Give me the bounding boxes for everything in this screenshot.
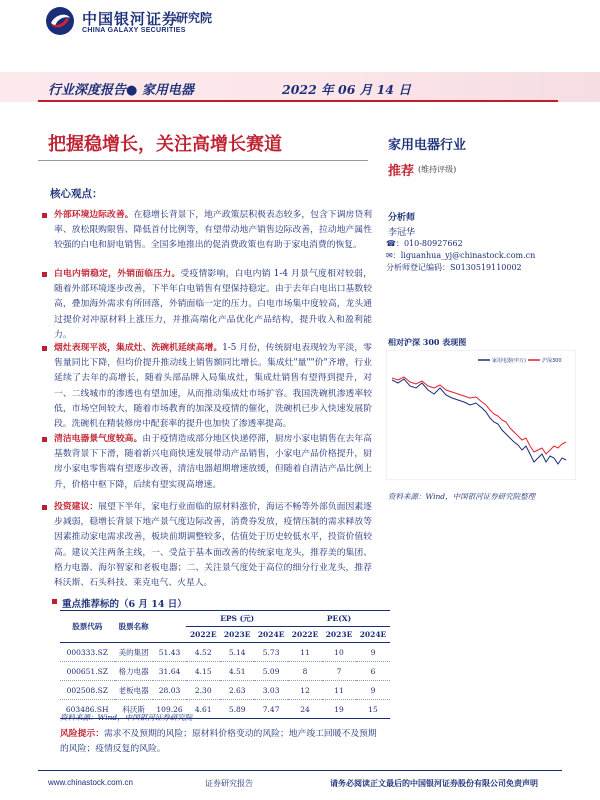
cell-name: 格力电器 — [115, 662, 153, 681]
brand-institute: 研究院 — [176, 11, 213, 25]
table-source: 资料来源：Wind，中国银河证券研究院 — [60, 713, 193, 722]
header-year: 2022E — [186, 627, 220, 643]
paragraph-2 — [54, 267, 372, 343]
header-band-rule — [38, 100, 558, 102]
paragraph-text: 展望下半年，家电行业面临的原材料涨价，海运不畅等外部负面因素逐步减弱，稳增长背景下地产景气度边际改善，消费券发放，疫情压制的需求释放等因素推动家电需求改善，板块前期调整较多，估值处于历史较低水平，投资价值较高。建议关注两条主线，一、受益于基本面改善的传统家电龙头，推荐美的集团、格力电器、海尔智家和老板电器；二、关注景气度处于高位的细分行业龙头，推荐科沃斯、石头科技、莱克电气、火星人。 — [54, 502, 372, 589]
rating-note: (维持评级) — [418, 165, 457, 174]
cell-price: 28.03 — [153, 681, 187, 700]
paragraph-lead: 白电内销稳定，外销面临压力。 — [54, 269, 181, 279]
report-date: 2022 年 06 月 14 日 — [282, 82, 411, 97]
header-name: 股票名称 — [115, 611, 153, 643]
chart-source: 资料来源：Wind，中国银河证券研究院整理 — [388, 492, 536, 501]
report-type: 行业深度报告● 家用电器 — [48, 83, 194, 98]
bullet — [42, 213, 47, 218]
header-eps: EPS (元) — [186, 611, 288, 627]
cell-value: 10 — [322, 643, 356, 662]
cell-value: 11 — [322, 681, 356, 700]
legend-label-appliance: 家用电器(申万) — [492, 358, 526, 364]
header-year: 2024E — [254, 627, 288, 643]
cell-value: 3.03 — [254, 681, 288, 700]
cell-value: 5.73 — [254, 643, 288, 662]
cell-value: 4.52 — [186, 643, 220, 662]
cell-value: 7.47 — [254, 700, 288, 719]
bullet — [42, 505, 47, 510]
cell-name: 科沃斯 — [115, 700, 153, 719]
paragraph-1 — [54, 208, 372, 254]
bullet — [42, 346, 47, 351]
analyst-label: 分析师 — [388, 213, 416, 223]
rating: 推荐 — [388, 164, 415, 179]
cell-name: 老板电器 — [115, 681, 153, 700]
stock-table — [60, 610, 390, 719]
cell-value: 4.15 — [186, 662, 220, 681]
paragraph-text: 在稳增长背景下，地产政策层积极表态较多，包含下调房贷利率、放松限购限售、降低首付比例等，有望带动地产销售边际改善，拉动地产属性较强的白电和厨电销售。全国多地推出的促消费政策也有助于家电消费的恢复。 — [54, 210, 372, 251]
cell-price: 31.64 — [153, 662, 187, 681]
table-header-row — [60, 611, 390, 627]
page-title: 把握稳增长，关注高增长赛道 — [48, 134, 282, 155]
footer-website[interactable]: www.chinastock.com.cn — [48, 778, 133, 787]
table-row — [60, 643, 390, 662]
bullet — [42, 272, 47, 277]
analyst-email: ✉：liguanhua_yj@chinastock.com.cn — [386, 251, 536, 260]
paragraph-5 — [54, 500, 372, 591]
cell-price: 51.43 — [153, 643, 187, 662]
header-year: 2023E — [220, 627, 254, 643]
footer-rule — [38, 770, 562, 771]
paragraph-3 — [54, 341, 372, 432]
cell-code: 000333.SZ — [60, 643, 115, 662]
title-divider — [38, 160, 368, 161]
header-pe: PE(X) — [288, 611, 390, 627]
header-year: 2023E — [322, 627, 356, 643]
cell-price: 109.26 — [153, 700, 187, 719]
paragraph-4 — [54, 432, 372, 493]
cell-value: 2.30 — [186, 681, 220, 700]
cell-value: 9 — [356, 681, 390, 700]
cell-value: 4.61 — [186, 700, 220, 719]
analyst-phone: ☎：010-80927662 — [386, 239, 463, 248]
cell-code: 000651.SZ — [60, 662, 115, 681]
company-logo — [45, 6, 75, 36]
cell-value: 5.14 — [220, 643, 254, 662]
table-row — [60, 681, 390, 700]
stock-section-title: 重点推荐标的（6 月 14 日） — [62, 599, 187, 610]
paragraph-text: 受疫情影响，白电内销 1-4 月景气度相对较弱，随着外部环境逐步改善，下半年白电销售有望保持稳定。由于去年白电出口基数较高，叠加海外需求有所回落，外销面临一定的压力。白电市场集中度较高，龙头通过提价对冲原材料上涨压力，并推高端化产品优化产品结构，提升收入和盈利能力。 — [54, 269, 372, 340]
cell-value: 6 — [356, 662, 390, 681]
legend-label-csi300: 沪深300 — [542, 358, 562, 364]
cell-value: 24 — [288, 700, 322, 719]
relative-performance-chart — [386, 350, 576, 480]
cell-code: 603486.SH — [60, 700, 115, 719]
risk-text: 需求不及预期的风险；原材料价格变动的风险；地产竣工回暖不及预期的风险；疫情反复的风险。 — [60, 729, 377, 754]
cell-value: 9 — [356, 643, 390, 662]
paragraph-lead: 投资建议： — [54, 502, 99, 512]
paragraph-lead: 外部环境边际改善。 — [54, 210, 134, 220]
paragraph-text: 1-5 月份，传统厨电表现较为平淡，零售量同比下降，但均价提升推动线上销售额同比增长。集成灶"量""价"齐增，行业延续了去年的高增长，随着头部品牌入局集成灶，集成灶销售有望得到提升，对一、二线城市的渗透也有望加速，从而推动集成灶市场扩容。我国洗碗机渗透率较低，市场空间较大，随着市场教育的加深及疫情的催化，洗碗机已步入快速发展阶段。洗碗机在精装修房中配套率的提升也加快了渗透率提高。 — [54, 343, 372, 430]
cell-value: 4.51 — [220, 662, 254, 681]
header-code: 股票代码 — [60, 611, 115, 643]
footer-disclaimer: 请务必阅读正文最后的中国银河证券股份有限公司免责声明 — [330, 778, 538, 788]
table-row — [60, 662, 390, 681]
cell-value: 8 — [288, 662, 322, 681]
header-year: 2022E — [288, 627, 322, 643]
industry-name: 家用电器行业 — [388, 138, 467, 153]
cell-value: 15 — [356, 700, 390, 719]
cell-value: 19 — [322, 700, 356, 719]
header-year: 2024E — [356, 627, 390, 643]
cell-value: 12 — [288, 681, 322, 700]
cell-value: 7 — [322, 662, 356, 681]
header-price — [153, 611, 187, 643]
brand-name-en: CHINA GALAXY SECURITIES — [82, 27, 186, 34]
paragraph-lead: 清洁电器景气度较高。 — [54, 434, 143, 444]
risk-warning — [60, 727, 382, 757]
analyst-name: 李冠华 — [388, 228, 416, 238]
bullet — [52, 599, 57, 604]
chart-title: 相对沪深 300 表现图 — [388, 337, 467, 347]
brand-name-cn: 中国银河证券 — [82, 10, 179, 28]
cell-value: 2.63 — [220, 681, 254, 700]
bullet — [42, 437, 47, 442]
risk-lead: 风险提示： — [60, 729, 104, 739]
cell-value: 5.09 — [254, 662, 288, 681]
cell-name: 美的集团 — [115, 643, 153, 662]
paragraph-text: 由于疫情造成部分地区快递停滞，厨房小家电销售在去年高基数背景下下滑，随着新兴电商快速发展带动产品销售，小家电产品价格提升，厨房小家电零售端有望逐步改善，清洁电器超期增速放缓，但随着自清洁产品比例上升，价格中枢下降，后续有望实现高增速。 — [54, 434, 372, 490]
paragraph-lead: 烟灶表现平淡，集成灶、洗碗机延续高增。 — [54, 343, 223, 353]
cell-value: 5.89 — [220, 700, 254, 719]
footer-doc-type: 证券研究报告 — [205, 779, 253, 788]
analyst-cert: 分析师登记编码：S0130519110002 — [386, 263, 522, 272]
cell-value: 11 — [288, 643, 322, 662]
cell-code: 002508.SZ — [60, 681, 115, 700]
section-heading: 核心观点： — [50, 188, 103, 200]
